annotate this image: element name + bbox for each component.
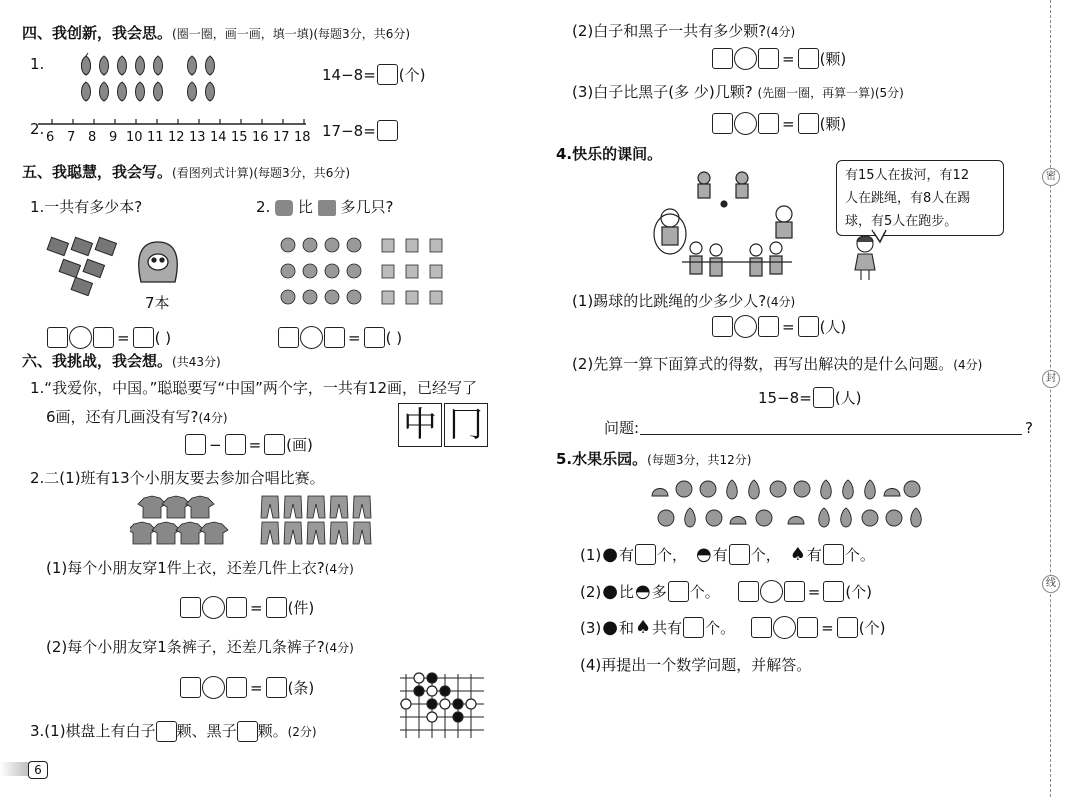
section5-note: (看图列式计算)(每题3分，共6分) [172,166,351,180]
go-board-illustration [396,672,488,742]
unit-label: (人) [834,389,862,407]
s6-q1-text: 6画，还有几画没有写? [46,408,199,426]
q3c-equation [712,112,846,135]
tick-label: 9 [109,130,118,145]
q4b-text: (2)先算一算下面算式的得数，再写出解决的是什么问题。 [572,355,954,373]
s6-q2b-text: (2)每个小朋友穿1条裤子，还差几条裤子? [46,638,325,656]
text: 有 [618,546,634,564]
fruit-q1-row [580,544,875,565]
deer-icon [318,200,336,216]
tick-label: 18 [294,130,311,145]
unit-label: (个) [845,583,873,601]
text: 个， [750,546,781,564]
q4b-equation [758,387,862,408]
answer-box[interactable] [180,597,201,618]
s5-q2-equation [278,326,402,349]
char-zhong-box: 中 [398,403,442,447]
question-mark: ? [1025,419,1033,437]
speech-bubble [836,160,1004,236]
s6-q3a-text3: 颗。 [257,722,288,740]
text: 比 [618,583,634,601]
s6-q3a-text2: 颗、黑子 [176,722,237,740]
unit-label: (颗) [819,50,847,68]
page-tab-strip [0,762,30,776]
section6-title: 六、我挑战，我会想。 [22,352,173,370]
s6-q3a-line [30,721,317,742]
operator-circle[interactable] [773,616,796,639]
unit-label: (颗) [819,115,847,133]
s6-q1-line2 [46,408,228,427]
answer-box[interactable] [712,113,733,134]
section4-heading [22,24,410,43]
tick-label: 7 [67,130,76,145]
equals-sign: = [821,618,834,637]
tick-label: 12 [168,130,185,145]
equals-sign: = [248,435,262,454]
tick-label: 11 [147,130,164,145]
shirts-and-pants-illustration [130,494,390,548]
answer-box[interactable] [47,327,68,348]
q3c-note: (先圈一圈，再算一算)(5分) [757,86,904,100]
s5-heading-right [556,450,751,469]
answer-box[interactable] [185,434,206,455]
fruit-illustration [648,476,928,532]
answer-box[interactable] [784,581,805,602]
equals-sign: = [782,114,795,133]
score-label: (4分) [766,295,796,309]
squirrel-icon [275,200,293,216]
score-label: (4分) [324,641,354,655]
bubble-line: 球，有5人在跑步。 [845,214,958,229]
bubble-line: 人在跳绳，有8人在踢 [845,191,971,206]
unit-blank[interactable]: ( ) [154,328,172,347]
seal-mark: 密 [1042,168,1060,186]
text: 和 [618,619,634,637]
fruit-q2-row [580,580,872,603]
unit-blank[interactable]: ( ) [385,328,403,347]
bubble-line: 有15人在拔河，有12 [845,168,970,183]
equals-sign: = [250,598,263,617]
s6-q1-equation [185,434,313,455]
text: 有 [712,546,728,564]
s6-q3a-text1: 3.(1)棋盘上有白子 [30,722,156,740]
seal-mark: 封 [1042,370,1060,388]
s6-q2-text: 2.二(1)班有13个小朋友要去参加合唱比赛。 [30,469,325,487]
answer-box[interactable] [668,581,689,602]
operator-circle[interactable] [734,112,757,135]
s4-q1-expression: 14−8= [322,65,376,84]
s4-q1-equation [322,64,426,85]
number-line-labels [42,130,312,146]
seal-mark: 线 [1042,575,1060,593]
text: 个， [656,546,687,564]
fruit-q3-row [580,616,885,639]
fruit-q1-number: (1) [580,545,602,564]
equals-sign: = [807,582,821,601]
operator-circle[interactable] [202,676,225,699]
question-answer-line[interactable] [640,434,1022,435]
answer-box[interactable] [797,617,818,638]
answer-box[interactable] [823,544,844,565]
question-label: 问题: [604,419,640,437]
s5-q1-equation [47,326,171,349]
answer-box[interactable] [237,721,258,742]
operator-circle[interactable] [202,596,225,619]
s5-title-right: 5.水果乐园。 [556,450,648,468]
unit-label: (画) [286,436,313,454]
score-label: (2分) [287,725,317,739]
q4b-line [572,355,982,374]
answer-box[interactable] [364,327,385,348]
score-label: (4分) [766,25,796,39]
equals-sign: = [782,49,795,68]
tick-label: 14 [210,130,227,145]
answer-box[interactable] [226,597,247,618]
operator-circle[interactable] [760,580,783,603]
text: 有 [806,546,822,564]
q3c-text: (3)白子比黑子(多 少)几颗? [572,83,753,101]
s6-q1-line1: 1.“我爱你，中国。”聪聪要写“中国”两个字，一共有12画，已经写了 [30,379,477,397]
peach-icon: ◓ [634,581,651,602]
q3b-line [572,22,795,41]
fruit-q4-text: (4)再提出一个数学问题，并解答。 [580,656,812,674]
answer-box[interactable] [758,316,779,337]
q3b-text: (2)白子和黑子一共有多少颗? [572,22,767,40]
equals-sign: = [250,678,263,697]
peach-icon: ◓ [696,544,712,565]
q3b-equation [712,47,846,70]
squirrels-and-deer-illustration [278,236,448,308]
answer-box[interactable] [798,48,819,69]
s6-q2a-text: (1)每个小朋友穿1件上衣，还差几件上衣? [46,559,325,577]
s4-title-right: 4.快乐的课间。 [556,145,663,163]
answer-box[interactable] [156,721,177,742]
eggplant-illustration [78,52,218,106]
answer-box[interactable] [226,677,247,698]
answer-box[interactable] [813,387,834,408]
text: 共有 [652,619,683,637]
q4b-expression: 15−8= [758,388,812,407]
answer-box[interactable] [264,434,285,455]
unit-label: (个) [398,66,426,84]
minus-sign: − [209,435,222,454]
s5-q2-text [256,198,393,216]
section5-title: 五、我聪慧，我会写。 [22,163,173,181]
tick-label: 17 [273,130,290,145]
unit-label: (个) [858,619,886,637]
tick-label: 13 [189,130,206,145]
tick-label: 8 [88,130,97,145]
tick-label: 10 [126,130,143,145]
books-caption: 7本 [145,294,170,312]
section6-heading [22,352,221,371]
answer-box[interactable] [225,434,246,455]
s4-q2-number: 2. [30,120,45,138]
unit-label: (件) [287,599,315,617]
s5-q2-suffix: 多几只? [340,198,394,216]
text: 个。 [844,546,875,564]
answer-box[interactable] [823,581,844,602]
q4a-line [572,292,795,311]
s5-note-right: (每题3分，共12分) [647,453,752,467]
answer-box[interactable] [266,677,287,698]
text: 个。 [689,583,720,601]
score-label: (4分) [198,411,228,425]
equals-sign: = [117,328,130,347]
equals-sign: = [348,328,361,347]
s6-q2a-equation [180,596,314,619]
answer-box[interactable] [738,581,759,602]
answer-box[interactable] [683,617,704,638]
speech-bubble-tail [868,228,892,244]
binding-dashed-line [1050,0,1052,797]
score-label: (4分) [953,358,983,372]
score-label: (4分) [324,562,354,576]
operator-circle[interactable] [734,47,757,70]
section6-note: (共43分) [172,355,221,369]
answer-box[interactable] [729,544,750,565]
s6-q2b-equation [180,676,314,699]
pear-icon: ♠ [789,544,806,565]
pear-icon: ♠ [634,617,652,638]
playground-illustration [652,166,802,286]
apple-icon: ● [602,617,618,638]
section4-note: (圈一圈，画一画，填一填)(每题3分，共6分) [172,27,411,41]
tick-label: 6 [46,130,55,145]
text: 多 [651,583,667,601]
s5-q2-prefix: 2. [256,198,271,216]
answer-box[interactable] [377,120,398,141]
answer-box[interactable] [266,597,287,618]
tick-label: 15 [231,130,248,145]
tick-label: 16 [252,130,269,145]
answer-box[interactable] [278,327,299,348]
section5-heading [22,163,350,182]
answer-box[interactable] [712,48,733,69]
number-line [38,116,308,130]
answer-box[interactable] [377,64,398,85]
answer-box[interactable] [758,48,779,69]
answer-box[interactable] [837,617,858,638]
answer-box[interactable] [133,327,154,348]
fruit-q2-number: (2) [580,582,602,601]
equals-sign: = [782,317,795,336]
apple-icon: ● [602,544,618,565]
fruit-q3-number: (3) [580,618,602,637]
answer-box[interactable] [180,677,201,698]
answer-box[interactable] [324,327,345,348]
s6-q2a-line [46,559,354,578]
apple-icon: ● [602,581,618,602]
answer-box[interactable] [712,316,733,337]
books-and-backpack-illustration [45,236,195,296]
q3c-line [572,83,904,102]
operator-circle[interactable] [69,326,92,349]
text: 个。 [705,619,736,637]
s6-q2b-line [46,638,354,657]
answer-box[interactable] [635,544,656,565]
page-number: 6 [28,761,48,779]
answer-box[interactable] [758,113,779,134]
section4-title: 四、我创新，我会思。 [22,24,173,42]
answer-box[interactable] [798,113,819,134]
s4-q1-number: 1. [30,55,45,73]
answer-box[interactable] [798,316,819,337]
answer-box[interactable] [751,617,772,638]
q4a-equation [712,315,846,338]
operator-circle[interactable] [300,326,323,349]
s4-q2-equation [322,120,398,141]
unit-label: (条) [287,679,315,697]
s4-q2-expression: 17−8= [322,121,376,140]
operator-circle[interactable] [734,315,757,338]
q4a-text: (1)踢球的比跳绳的少多少人? [572,292,767,310]
s5-q1-text: 1.一共有多少本? [30,198,143,216]
answer-box[interactable] [93,327,114,348]
char-guo-partial-box: 冂 [444,403,488,447]
unit-label: (人) [819,318,847,336]
s5-q2-mid: 比 [297,198,313,216]
